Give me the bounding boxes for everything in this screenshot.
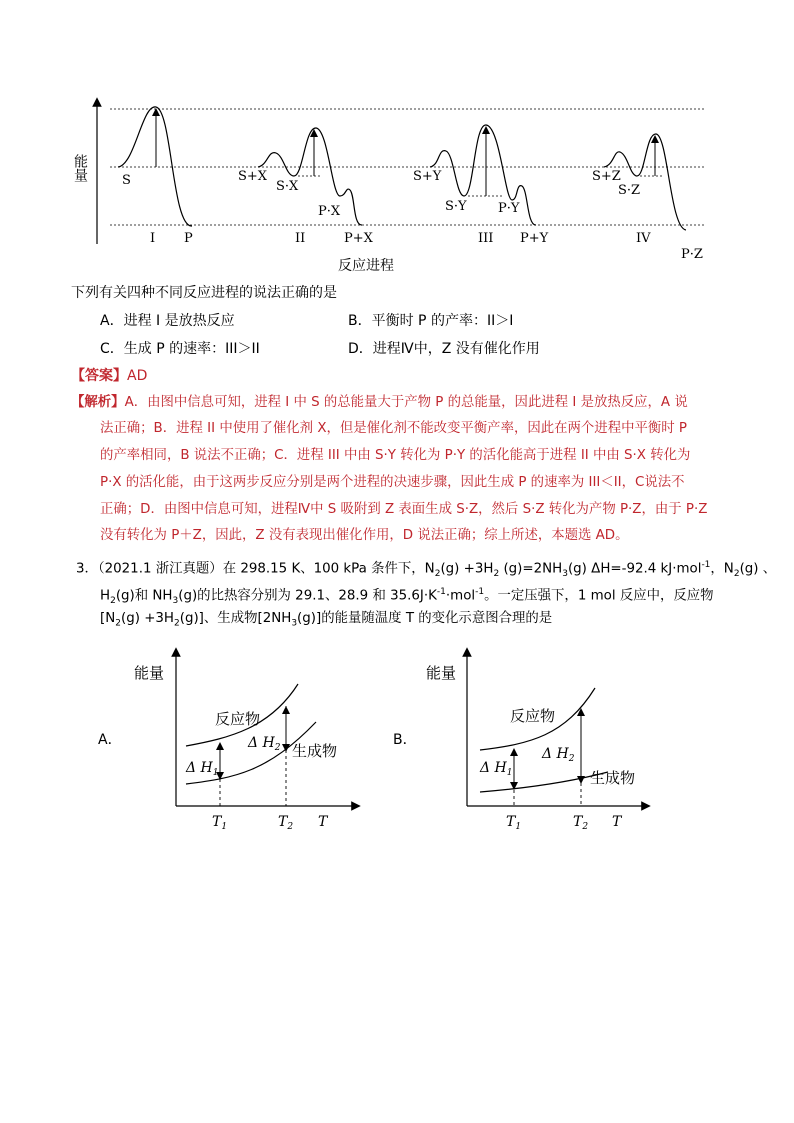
graph-b-reactant-curve (480, 688, 595, 750)
graph-a-t: T (318, 814, 328, 830)
graph-a-reactant-curve (186, 684, 298, 746)
label-process-4: IV (636, 231, 651, 246)
graph-b-product-curve (480, 772, 608, 792)
analysis-line-1: 【解析】A．由图中信息可知，进程 I 中 S 的总能量大于产物 P 的总能量，因此进程 I 是放热反应，A 说 (71, 395, 688, 410)
question-stem: 下列有关四种不同反应进程的说法正确的是 (71, 285, 337, 301)
energy-axis-label: 能量 (72, 154, 88, 182)
graph-b-dh2: Δ $H_2$ (542, 746, 575, 764)
label-process-2: II (295, 231, 306, 246)
graph-a-product-label: 生成物 (292, 742, 338, 760)
graph-b (393, 652, 646, 832)
answer-line (71, 366, 147, 386)
graph-b-t: T (612, 814, 622, 830)
graph-b-product-label: 生成物 (590, 769, 636, 787)
graph-b-t2: $T_2$ (573, 814, 589, 832)
option-b: B．平衡时 P 的产率：II＞I (348, 313, 514, 329)
graph-a-dh2: Δ $H_2$ (248, 735, 281, 753)
label-s-y: S·Y (445, 199, 467, 214)
label-p-y: P·Y (498, 201, 520, 216)
analysis-line-6: 没有转化为 P＋Z，因此，Z 没有表现出催化作用，D 说法正确；综上所述，本题选 AD。 (100, 528, 629, 543)
label-s-z: S·Z (618, 183, 641, 198)
graph-b-ylabel: 能量 (426, 664, 457, 682)
answer-tag: 【答案】 (71, 368, 127, 384)
option-a: A．进程 I 是放热反应 (100, 313, 235, 329)
graph-a-letter: A． (98, 732, 122, 748)
graph-a-reactant-label: 反应物 (215, 710, 261, 728)
curve-process-2 (258, 128, 362, 225)
label-s: S (122, 173, 131, 188)
analysis-line-4: P·X 的活化能，由于这两步反应分别是两个进程的决速步骤，因此生成 P 的速率为 III＜II，C说法不 (100, 475, 685, 490)
graph-b-dh1: Δ $H_1$ (480, 760, 513, 778)
label-s-plus-z: S+Z (592, 169, 621, 184)
q3-line-3: $[N_2(g) +3H_2(g)]$、生成物$[2NH_3(g)]$的能量随温度 T 的变化示意图合理的是 (100, 611, 553, 629)
label-p: P (184, 231, 193, 246)
graph-a (98, 652, 356, 832)
option-d: D．进程Ⅳ中，Z 没有催化作用 (348, 341, 540, 357)
answer-value: AD (127, 368, 148, 384)
graph-a-ylabel: 能量 (134, 664, 165, 682)
label-process-3: III (478, 231, 494, 246)
analysis-line-2: 法正确；B．进程 II 中使用了催化剂 X，但是催化剂不能改变平衡产率，因此在两个进程中平衡时 P (100, 421, 687, 436)
analysis-line-3: 的产率相同，B 说法不正确；C．进程 III 中由 S·Y 转化为 P·Y 的活化能高于进程 II 中由 S·X 转化为 (100, 448, 691, 463)
label-p-x: P·X (318, 204, 341, 219)
label-p-plus-y: P+Y (520, 231, 549, 246)
graph-a-dh1: Δ $H_1$ (186, 760, 219, 778)
label-s-plus-x: S+X (238, 169, 268, 184)
q3-line-1: 3．（2021.1 浙江真题）在 298.15 K、100 kPa 条件下，$N_2(g) +3H_2$ $(g)=2NH_3(g)$ ΔH=-92.4 kJ·mol$^{-1}$，$N_2(g)$ 、 (76, 560, 777, 580)
graph-a-t2: $T_2$ (278, 814, 294, 832)
graph-b-t1: $T_1$ (506, 814, 522, 832)
graph-b-reactant-label: 反应物 (510, 707, 556, 725)
label-p-z: P·Z (681, 247, 703, 262)
label-s-plus-y: S+Y (413, 169, 442, 184)
label-p-plus-x: P+X (344, 231, 373, 246)
label-s-x: S·X (276, 179, 299, 194)
option-c: C．生成 P 的速率：III＞II (100, 341, 260, 357)
analysis-tag: 【解析】 (71, 395, 125, 410)
graph-a-t1: $T_1$ (212, 814, 228, 832)
label-process-1: I (150, 231, 156, 246)
graph-a-product-curve (186, 722, 316, 784)
q3-line-2: $H_2(g)$和 $NH_3(g)$的比热容分别为 29.1、28.9 和 $35.6J\cdot K^{-1}\cdot mol^{-1}$。一定压强下，1 mol 反应中，反应物 (100, 587, 714, 607)
energy-profile-figure (0, 0, 794, 280)
x-axis-label: 反应进程 (338, 258, 394, 274)
analysis-line-5: 正确；D．由图中信息可知，进程Ⅳ中 S 吸附到 Z 表面生成 S·Z，然后 S·Z 转化为产物 P·Z，由于 P·Z (100, 502, 708, 517)
curve-process-1 (118, 107, 192, 226)
graph-b-letter: B． (393, 732, 417, 748)
